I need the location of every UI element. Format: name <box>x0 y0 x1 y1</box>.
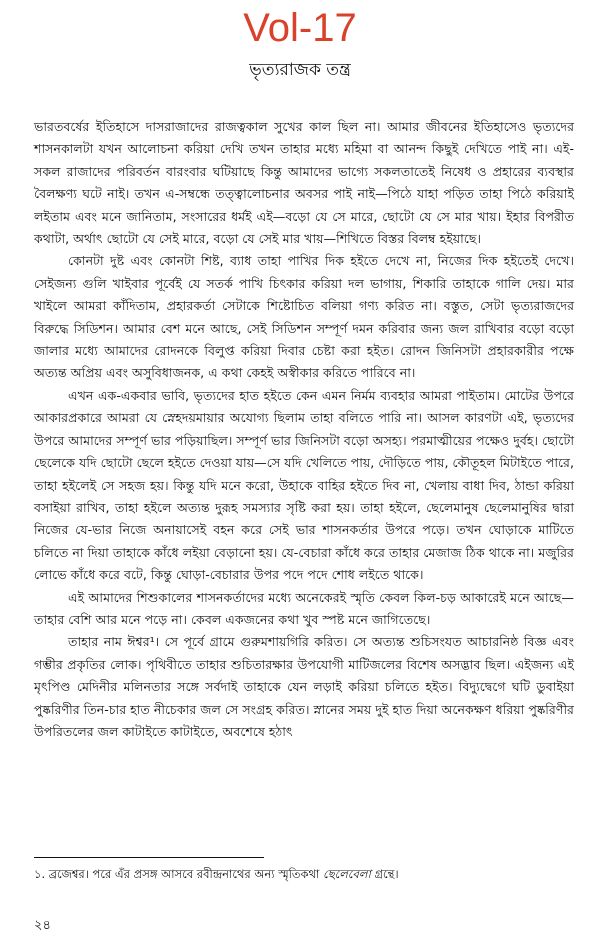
paragraph: এই আমাদের শিশুকালের শাসনকর্তাদের মধ্যে অনেকেরই স্মৃতি কেবল কিল-চড় আকারেই মনে আছে—তাহার বেশি আর মনে পড়ে না। কেবল একজনের কথা খুব স্পষ্ট মনে জাগিতেছে। <box>34 589 574 627</box>
page-number: ২৪ <box>34 918 51 933</box>
paragraph: এখন এক-একবার ভাবি, ভৃত্যদের হাত হইতে কেন এমন নির্মম ব্যবহার আমরা পাইতাম। মোটের উপরে আকারপ্রকারে আমরা যে স্নেহদয়মায়ার অযোগ্য ছিলাম তাহা বলিতে পারি না। আসল কারণটা এই, ভৃত্যদের উপরে আমাদের সম্পূর্ণ ভার পড়িয়াছিল। সম্পূর্ণ ভার জিনিসটা বড়ো অসহ্য। পরমাত্মীয়ের পক্ষেও দুর্বহ। ছোটো ছেলেকে যদি ছোটো ছেলে হইতে দেওয়া যায়—সে যদি খেলিতে পায়, দৌড়িতে পায়, কৌতূহল মিটাইতে পারে, তাহা হইলেই সে সহজ হয়। কিন্তু যদি মনে করো, উহাকে বাহির হইতে দিব না, খেলায় বাধা দিব, ঠান্ডা করিয়া বসাইয়া রাখিব, তাহা হইলে অত্যন্ত দুরূহ সমস্যার সৃষ্টি করা হয়। তাহা হইলে, ছেলেমানুষ ছেলেমানুষির দ্বারা নিজের যে-ভার নিজে অনায়াসেই বহন করে সেই ভার শাসনকর্তার উপরে পড়ে। তখন ঘোড়াকে মাটিতে চলিতে না দিয়া তাহাকে কাঁধে লইয়া বেড়ানো হয়। যে-বেচারা কাঁধে করে তাহার মেজাজ ঠিক থাকে না। মজুরির লোভে কাঁধে করে বটে, কিন্তু ঘোড়া-বেচারার উপর পদে পদে শোধ লইতে থাকে। <box>34 387 574 583</box>
footnote-book-title: ছেলেবেলা <box>323 867 371 881</box>
paragraph: কোনটা দুষ্ট এবং কোনটা শিষ্ট, ব্যাধ তাহা পাখির দিক হইতে দেখে না, নিজের দিক হইতেই দেখে। সেইজন্য গুলি খাইবার পূর্বেই যে সতর্ক পাখি চিৎকার করিয়া দল ভাগায়, শিকারি তাহাকে গালি দেয়। মার খাইলে আমরা কাঁদিতাম, প্রহারকর্তা সেটাকে শিষ্টোচিত বলিয়া গণ্য করিত না। বস্তুত, সেটা ভৃত্যরাজদের বিরুদ্ধে সিডিশন। আমার বেশ মনে আছে, সেই সিডিশন সম্পূর্ণ দমন করিবার জন্য জল রাখিবার বড়ো বড়ো জালার মধ্যে আমাদের রোদনকে বিলুপ্ত করিয়া দিবার চেষ্টা করা হইত। রোদন জিনিসটা প্রহারকারীর পক্ষে অত্যন্ত অপ্রিয় এবং অসুবিধাজনক, এ কথা কেহই অস্বীকার করিতে পারিবে না। <box>34 253 574 381</box>
body-text <box>34 116 574 743</box>
paragraph: তাহার নাম ঈশ্বর¹। সে পূর্বে গ্রামে গুরুমশায়গিরি করিত। সে অত্যন্ত শুচিসংযত আচারনিষ্ঠ বিজ্ঞ এবং গম্ভীর প্রকৃতির লোক। পৃথিবীতে তাহার শুচিতারক্ষার উপযোগী মাটিজলের বিশেষ অসদ্ভাব ছিল। এইজন্য এই মৃৎপিণ্ড মেদিনীর মলিনতার সঙ্গে সর্বদাই তাহাকে যেন লড়াই করিয়া চলিতে হইত। বিদ্যুদ্বেগে ঘটি ডুবাইয়া পুষ্করিণীর তিন-চার হাত নীচেকার জল সে সংগ্রহ করিত। স্নানের সময় দুই হাত দিয়া অনেকক্ষণ ধরিয়া পুষ্করিণীর উপরিতলের জল কাটাইতে কাটাইতে, অবশেষে হঠাৎ <box>34 634 574 739</box>
footnote-suffix: গ্রন্থে। <box>370 867 399 881</box>
footnote-divider <box>34 857 264 858</box>
footnote-prefix: ১. ব্রজেশ্বর। পরে এঁর প্রসঙ্গ আসবে রবীন্দ্রনাথের অন্য স্মৃতিকথা <box>34 867 324 881</box>
volume-label: Vol-17 <box>243 6 357 50</box>
footnote <box>34 866 574 882</box>
chapter-title: ভৃত্যরাজক তন্ত্র <box>249 60 351 80</box>
paragraph: ভারতবর্ষের ইতিহাসে দাসরাজাদের রাজত্বকাল সুখের কাল ছিল না। আমার জীবনের ইতিহাসেও ভৃত্যদের শাসনকালটা যখন আলোচনা করিয়া দেখি তখন তাহার মধ্যে মহিমা বা আনন্দ কিছুই দেখিতে পাই না। এই-সকল রাজাদের পরিবর্তন বারংবার ঘটিয়াছে কিন্তু আমাদের ভাগ্যে সকলতাতেই নিষেধ ও প্রহারের ব্যবস্থার বৈলক্ষণ্য ঘটে নাই। তখন এ-সম্বন্ধে তত্ত্বালোচনার অবসর পাই নাই—পিঠে যাহা পড়িত তাহা পিঠে করিয়াই লইতাম এবং মনে জানিতাম, সংসারের ধর্মই এই—বড়ো যে সে মারে, ছোটো যে সে মার খায়। ইহার বিপরীত কথাটা, অর্থাৎ ছোটো যে সেই মারে, বড়ো যে সেই মার খায়—শিখিতে বিস্তর বিলম্ব হইয়াছে। <box>34 119 574 247</box>
